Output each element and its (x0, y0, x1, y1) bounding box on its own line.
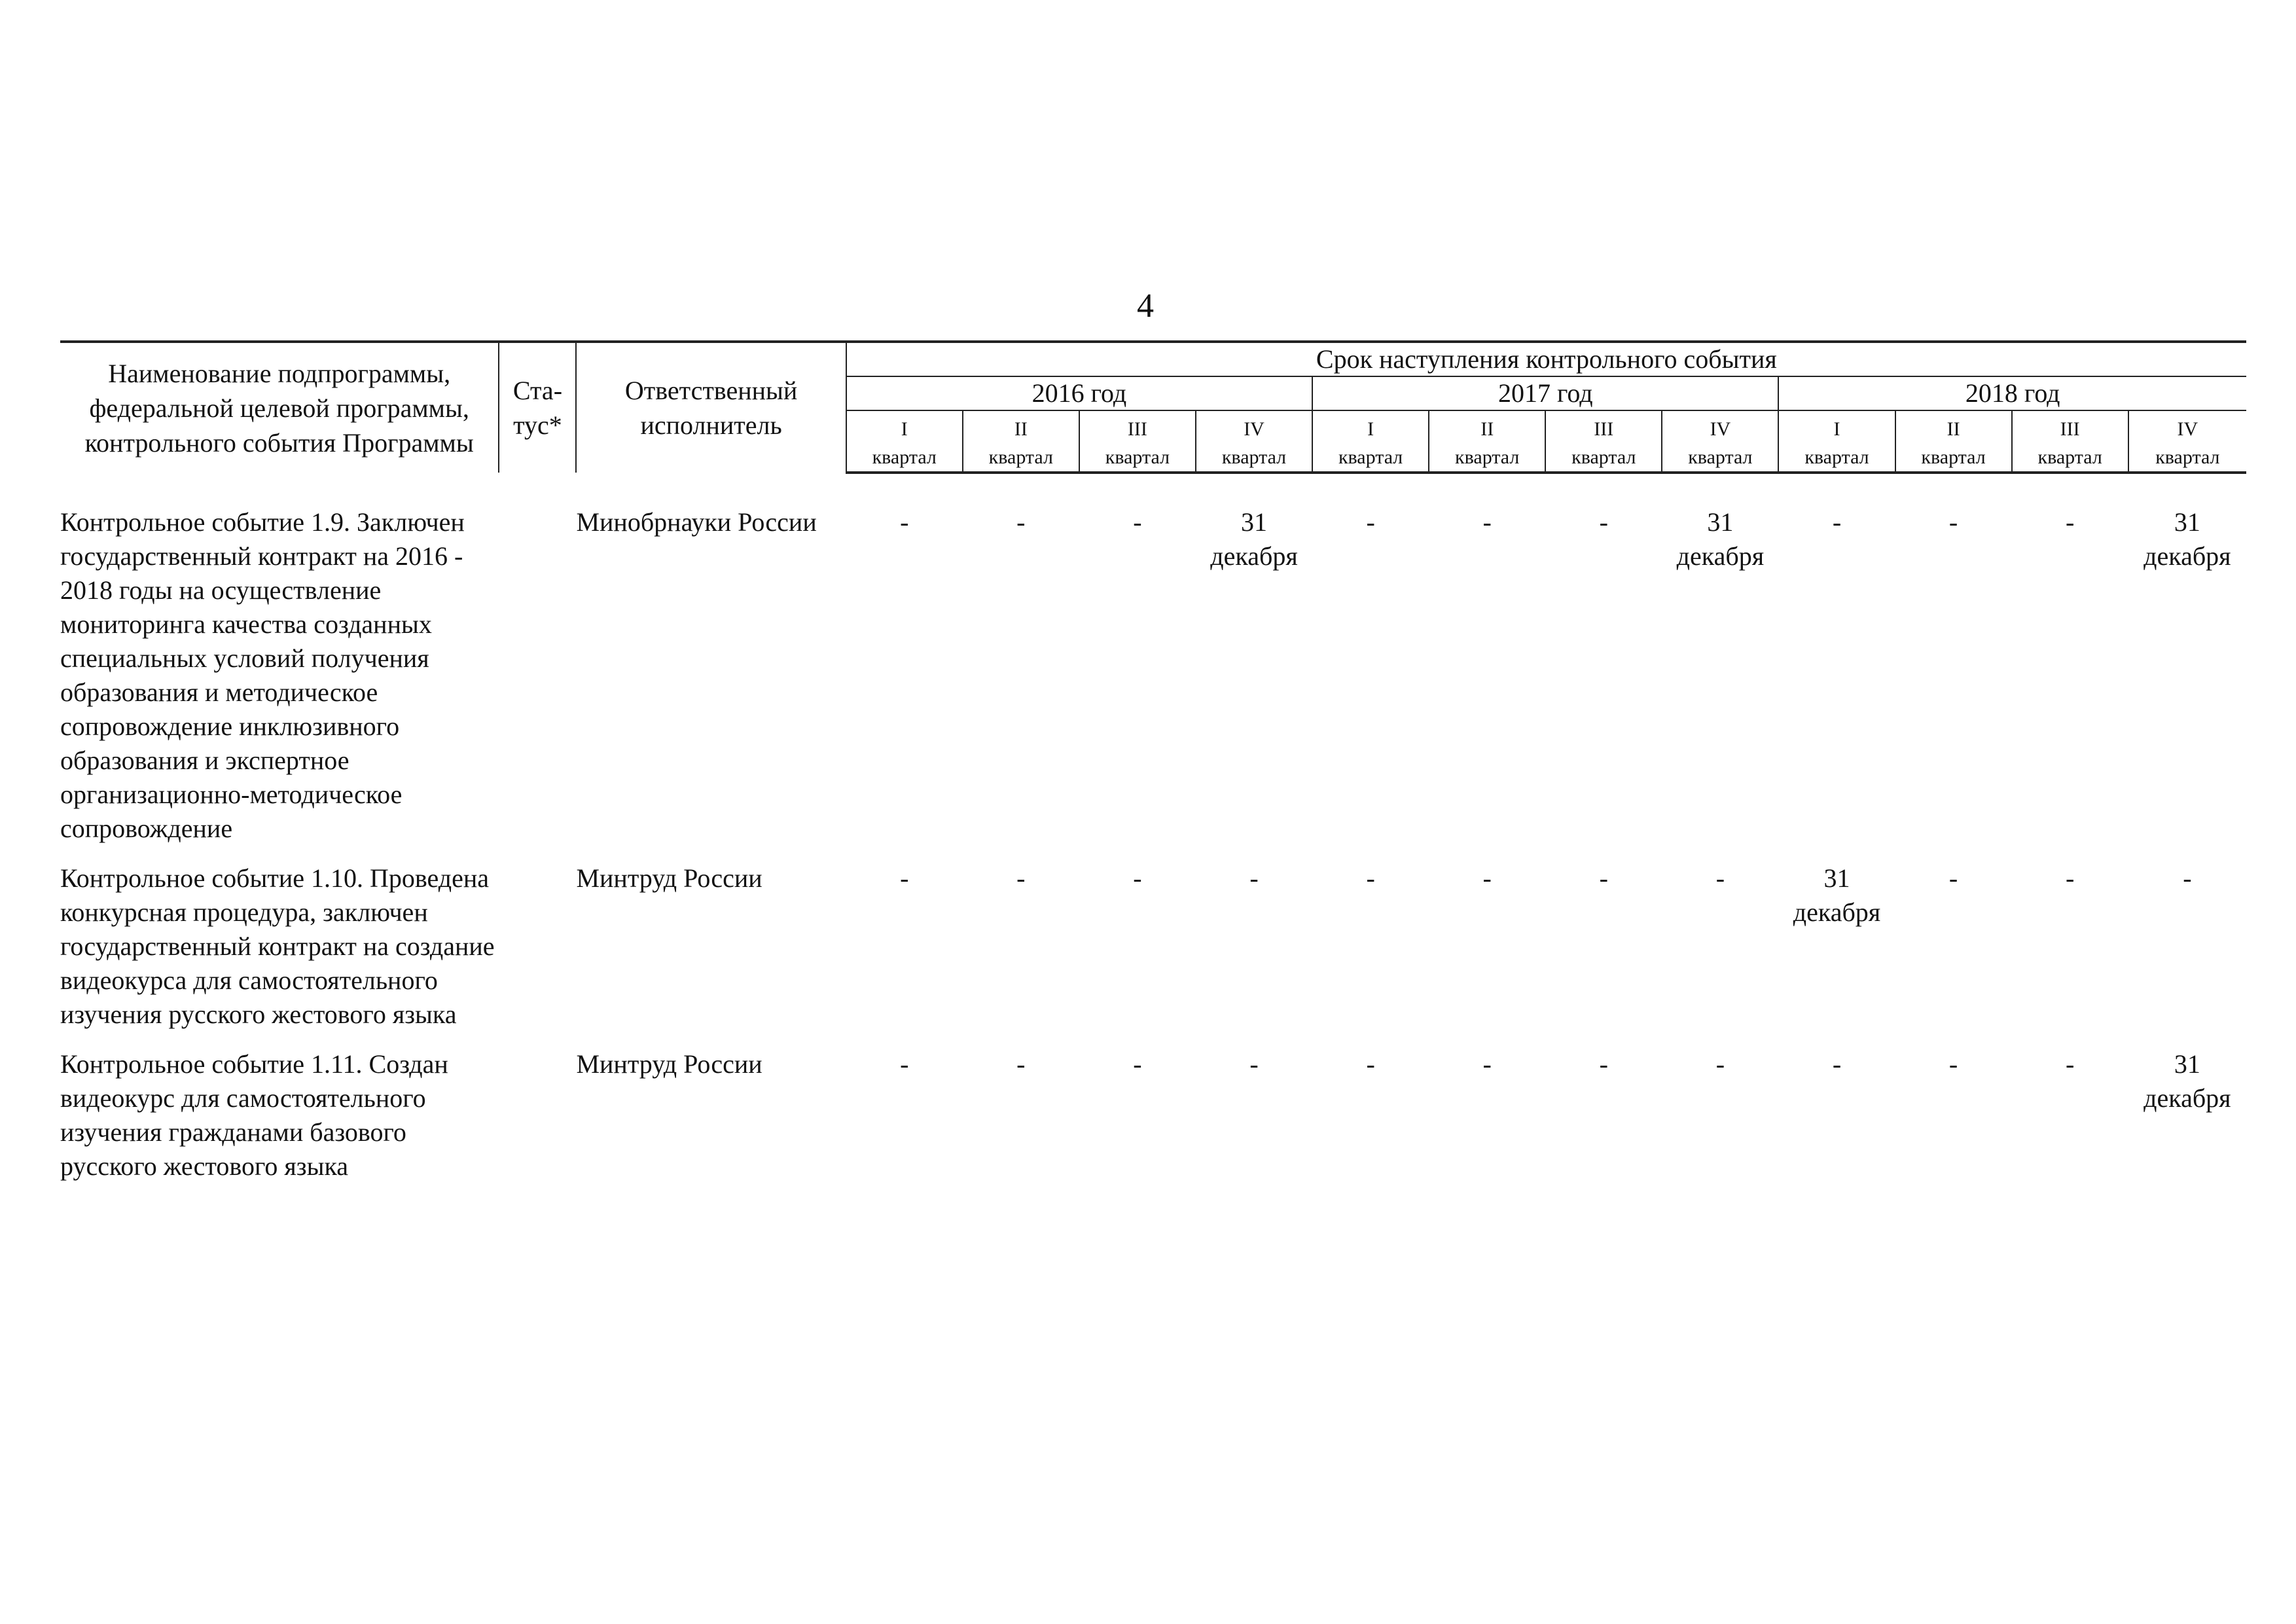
header-year-2017: 2017 год (1312, 376, 1778, 410)
control-events-table (60, 340, 2246, 1199)
event-executor: Минобрнауки России (576, 507, 817, 537)
quarter-cell: - (1948, 1049, 1958, 1079)
quarter-number: I (1833, 418, 1840, 440)
quarter-word: квартал (872, 446, 937, 468)
quarter-cell: - (1832, 1049, 1842, 1079)
quarter-word: квартал (1804, 446, 1869, 468)
event-status (499, 861, 576, 1047)
quarter-cell: - (2183, 863, 2192, 893)
quarter-cell: - (1016, 507, 1026, 537)
quarter-cell: - (1249, 863, 1259, 893)
quarter-cell: - (1366, 863, 1375, 893)
quarter-word: квартал (1105, 446, 1170, 468)
quarter-cell: - (1366, 507, 1375, 537)
quarter-word: квартал (1571, 446, 1636, 468)
quarter-cell: - (1948, 507, 1958, 537)
table-row (60, 505, 2246, 861)
quarter-cell: - (1482, 863, 1492, 893)
quarter-number: III (2060, 418, 2080, 440)
header-year-2016: 2016 год (846, 376, 1312, 410)
quarter-number: I (901, 418, 908, 440)
quarter-cell: - (900, 507, 909, 537)
header-executor: Ответственный исполнитель (576, 342, 846, 473)
header-quarter-10 (1895, 410, 2012, 473)
quarter-word: квартал (1688, 446, 1753, 468)
header-quarter-5 (1312, 410, 1429, 473)
quarter-number: II (1014, 418, 1028, 440)
event-name: Контрольное событие 1.10. Проведена конкурсная процедура, заключен государственный контракт на создание видеокурса для самостоятельного изучения русского жестового языка (60, 863, 495, 1029)
header-deadline: Срок наступления контрольного события (846, 342, 2246, 376)
quarter-cell: - (1599, 863, 1608, 893)
quarter-cell: - (1599, 1049, 1608, 1079)
quarter-number: I (1367, 418, 1374, 440)
quarter-cell: - (1948, 863, 1958, 893)
event-status (499, 505, 576, 861)
quarter-cell: - (2066, 507, 2075, 537)
quarter-cell: - (1249, 1049, 1259, 1079)
quarter-number: III (1594, 418, 1614, 440)
quarter-cell: - (2066, 863, 2075, 893)
header-quarter-9 (1778, 410, 1895, 473)
header-quarter-3 (1079, 410, 1196, 473)
header-year-2018: 2018 год (1778, 376, 2246, 410)
quarter-cell: - (2066, 1049, 2075, 1079)
quarter-cell: - (1482, 507, 1492, 537)
header-quarter-11 (2012, 410, 2128, 473)
quarter-cell: - (1366, 1049, 1375, 1079)
quarter-word: квартал (1338, 446, 1403, 468)
page-number: 4 (1137, 287, 1154, 325)
quarter-word: квартал (1455, 446, 1520, 468)
header-quarter-4 (1196, 410, 1312, 473)
quarter-word: квартал (988, 446, 1053, 468)
quarter-number: IV (2177, 418, 2198, 440)
quarter-cell: - (1016, 863, 1026, 893)
header-quarter-7 (1545, 410, 1662, 473)
quarter-number: III (1127, 418, 1147, 440)
table-row (60, 861, 2246, 1047)
quarter-word: квартал (1921, 446, 1986, 468)
quarter-cell: - (900, 863, 909, 893)
quarter-word: квартал (2155, 446, 2220, 468)
header-quarter-8 (1662, 410, 1778, 473)
quarter-cell: - (900, 1049, 909, 1079)
header-quarter-2 (963, 410, 1079, 473)
header-quarter-1 (846, 410, 963, 473)
event-executor: Минтруд России (576, 1049, 762, 1079)
header-name: Наименование подпрограммы, федеральной целевой программы, контрольного события Программы (60, 342, 499, 473)
quarter-cell: - (1599, 507, 1608, 537)
quarter-cell: - (1016, 1049, 1026, 1079)
table-row (60, 1047, 2246, 1199)
header-quarter-12 (2128, 410, 2246, 473)
header-status: Ста-тус* (499, 342, 576, 473)
quarter-cell: - (1133, 507, 1142, 537)
quarter-cell: 31 декабря (1793, 863, 1881, 927)
event-name: Контрольное событие 1.11. Создан видеокурс для самостоятельного изучения гражданами базового русского жестового языка (60, 1049, 448, 1181)
quarter-cell: - (1832, 507, 1842, 537)
quarter-word: квартал (2037, 446, 2102, 468)
quarter-cell: - (1133, 1049, 1142, 1079)
quarter-cell: 31 декабря (1676, 507, 1765, 571)
quarter-cell: 31 декабря (2144, 507, 2231, 571)
quarter-number: IV (1244, 418, 1265, 440)
quarter-number: IV (1710, 418, 1731, 440)
quarter-cell: - (1715, 1049, 1725, 1079)
quarter-cell: 31 декабря (1210, 507, 1298, 571)
quarter-number: II (1480, 418, 1494, 440)
event-name: Контрольное событие 1.9. Заключен государственный контракт на 2016 - 2018 годы на осуществление мониторинга качества созданных специальных условий получения образования и методическое сопровождение инклюзивного образования и экспертное организационно-методическое сопровождение (60, 507, 465, 843)
quarter-cell: 31 декабря (2144, 1049, 2231, 1113)
quarter-number: II (1946, 418, 1960, 440)
quarter-cell: - (1715, 863, 1725, 893)
quarter-word: квартал (1221, 446, 1287, 468)
quarter-cell: - (1133, 863, 1142, 893)
quarter-cell: - (1482, 1049, 1492, 1079)
header-quarter-6 (1429, 410, 1545, 473)
event-status (499, 1047, 576, 1199)
event-executor: Минтруд России (576, 863, 762, 893)
